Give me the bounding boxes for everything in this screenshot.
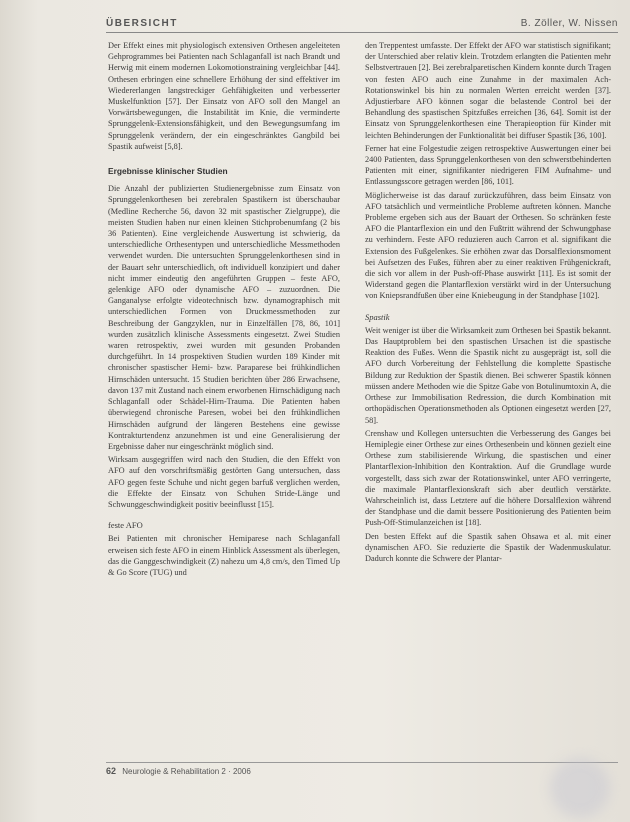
footer-text — [106, 766, 251, 776]
scan-smudge — [550, 758, 610, 818]
footer-rule — [106, 762, 618, 763]
paragraph: Den besten Effekt auf die Spastik sahen Ohsawa et al. mit einer dynamischen AFO. Sie reduzierte die Spastik der Wadenmuskulatur. Dadurch konnte die Schwere der Plantar- — [365, 531, 611, 563]
right-column — [365, 40, 611, 566]
paragraph: den Treppentest umfasste. Der Effekt der AFO war statistisch signifikant; der Unterschied aber relativ klein. Trotzdem erlangten die Patienten mehr Selbstvertrauen [2]. Bei zerebralparetischen Kindern konnte durch Tragen von festen AFO auch eine Zunahme in der maximalen Ach-Rotationswinkel bis hin zu normalen Werten erreicht werden [37]. Adjustierbare AFO können sogar die belastende Control bei der Behandlung des spastischen Spitzfußes erreichen [36, 64]. Somit ist der Einsatz von Sprunggelenkorthesen eine Therapieoption für Kinder mit leichten Behinderungen der Funktionalität bei diffuser Spastik [36, 100]. — [365, 41, 611, 140]
paragraph: Ferner hat eine Folgestudie zeigen retrospektive Auswertungen einer bei 2400 Patienten, dass Sprunggelenkorthesen von den schwerstbehinderten Patienten mit einer, signifikanter niedrigeren FIM Aufnahme- und Entlassungsscore getragen werden [86, 101]. — [365, 143, 611, 187]
left-column — [108, 40, 340, 580]
section-heading: Ergebnisse klinischer Studien — [108, 166, 228, 177]
journal-name: Neurologie & Rehabilitation 2 · 2006 — [122, 767, 251, 776]
paragraph: Weit weniger ist über die Wirksamkeit zum Orthesen bei Spastik bekannt. Das Hauptproblem bei den spastischen Ursachen ist die spastische Reaktion des Fußes. Wenn die Spastik nicht zu ausgeprägt ist, soll die AFO durch Vorbereitung der Fehlstellung die komplette Spastische Bildung zur Reduktion der Spastik dienen. Bei schwerer Spastik können müssen andere Methoden wie die Spitze Gabe von Botulinumtoxin A, die Orthese zur Immobilisation Redression, die durch Kombination mit orthopädischen Operationsmethoden als Optionen eingesetzt werden [27, 58]. — [365, 325, 611, 425]
paragraph: Wirksam ausgegriffen wird nach den Studien, die den Effekt von AFO auf den vorschriftsmäßig gestörten Gang untersuchen, dass AFO gegen feste Schuhe und nicht gegen barfuß verglichen werden, die Effekte der Einsatz von Schuhen Stride-Länge und Schwunggeschwindigkeit positiv beeinflusst [15]. — [108, 455, 340, 509]
page-footer — [106, 762, 618, 778]
paragraph: Bei Patienten mit chronischer Hemiparese nach Schlaganfall erweisen sich feste AFO in einem Hinblick Assessment als überlegen, das die Ganggeschwindigkeit (Z) nahezu um 4,8 cm/s, den Timed Up & Go Score (TUG) und — [108, 534, 340, 577]
section-title: ÜBERSICHT — [106, 18, 178, 29]
paragraph: Crenshaw und Kollegen untersuchten die Verbesserung des Ganges bei Hemiplegie einer Orthese zur eines Orthesenbein und können gezielt eine Orthese zum stabilisierende Wirkung, die spastischen und einer Plantarflexion-Inhibition den Kontraktion. Auf die Grundlage wurde vorgestellt, dass sich zwar der Rotationswinkel, unter AFO verringerte, die maximale Plantarflexionskraft sich aber deutlich verstärkte. Wahrscheinlich ist, dass Letztere auf die höhere Dorsalflexion während der Standphase und die damit bessere Positionierung des Patienten beim Push-Off-Stimulanzeichen ist [18]. — [365, 428, 611, 528]
paragraph: Der Effekt eines mit physiologisch extensiven Orthesen angeleiteten Gehprogrammes bei Patienten nach Schlaganfall ist nach Brandt und Herwig mit einem modernen Lokomotionstraining vergleichbar [44]. Orthesen erbringen eine schnellere Erhöhung der sind effektiver im Wiedererlangen langstreckiger Gehfähigkeiten und verbesserter Muskelfunktion [57]. Der Einsatz von AFO soll den Mangel an Vorwärtsbewegungen, die Instabilität im Knie, die verminderte Sprunggelenk-Extensionsfähigkeit, und den Bewegungsumfang im Sprunggelenk verändern, der ein eingeschränktes Gangbild bei Spastik aufweist [5,8]. — [108, 41, 340, 151]
page-number: 62 — [106, 766, 117, 776]
header-rule — [106, 32, 618, 33]
paragraph: Möglicherweise ist das darauf zurückzuführen, dass beim Einsatz von AFO tatsächlich und vermeintliche Probleme auftreten können. Manche Probleme ergeben sich aus der Bauart der Orthesen. So schränken feste AFO die Plantarflexion ein und den Fußtritt während der Schwungphase zu verhindern. Feste AFO reduzieren auch Carron et al. signifikant die Extension des Fußgelenkes. Sie erhöhen zwar das Dorsalflexionsmoment bei Aufsetzen des Fußes, führen aber zu einer reaktiven Frühgenickraft, die sich vor allem in der Push-off-Phase auswirkt [11]. Es ist somit der Widerstand gegen die Plantarflexion verstärkt wird in der Untersuchung von Kniepsrandfußen über eine Kniebeugung in der Standphase [102]. — [365, 190, 611, 301]
subsection-heading: Spastik — [365, 311, 390, 322]
paragraph: Die Anzahl der publizierten Studienergebnisse zum Einsatz von Sprunggelenkorthesen bei zerebralen Spastikern ist überschaubar (Medline Recherche 56, davon 32 mit spastischer Zielgruppe), die meisten Studien haben nur einen kleinen Stichprobenumfang (2 bis 36 Patienten). Eine vergleichende Auswertung ist schwierig, da unterschiedliche Orthesentypen und unterschiedliche Messmethoden verwendet wurden. Die untersuchten Sprunggelenkorthesen sind in der Bauart sehr unterschiedlich, oft individuell konzipiert und daher nicht immer eindeutig den angeführten Gruppen – feste AFO, gelenkige AFO oder dynamische AFO – zuzuordnen. Die Ganganalyse erfolgte videotechnisch bzw. dynamographisch mit unterschiedlichen Formen von Druckmessmethoden zur Beschreibung der Gangzyklen, nur in Einzelfällen [78, 86, 101] wurden zusätzlich klinische Assessments eingesetzt. Zwei Studien waren retrospektiv, zwei wurden mit gesunden Probanden durchgeführt. In 14 prospektiven Studien wurden 189 Kinder mit chronischer spastischer Hemi- bzw. Paraparese bei frühkindlichen Hirnschäden untersucht. 15 Studien berichten über 286 Erwachsene, davon 137 mit Zustand nach einem erworbenen Hirnschädigung nach Schlaganfall oder Schädel-Hirn-Trauma. Die Patienten haben überwiegend chronische Paresen, wobei bei den frühkindlichen Hirnschäden aufgrund der längeren Bestehens eine gewisse Kontrakturtendenz anzunehmen ist und eine Generalisierung der Ergebnisse daher nur eingeschränkt möglich sind. — [108, 184, 340, 451]
authors: B. Zöller, W. Nissen — [520, 18, 618, 29]
page-header — [106, 14, 618, 34]
subsection-heading: feste AFO — [108, 520, 143, 531]
